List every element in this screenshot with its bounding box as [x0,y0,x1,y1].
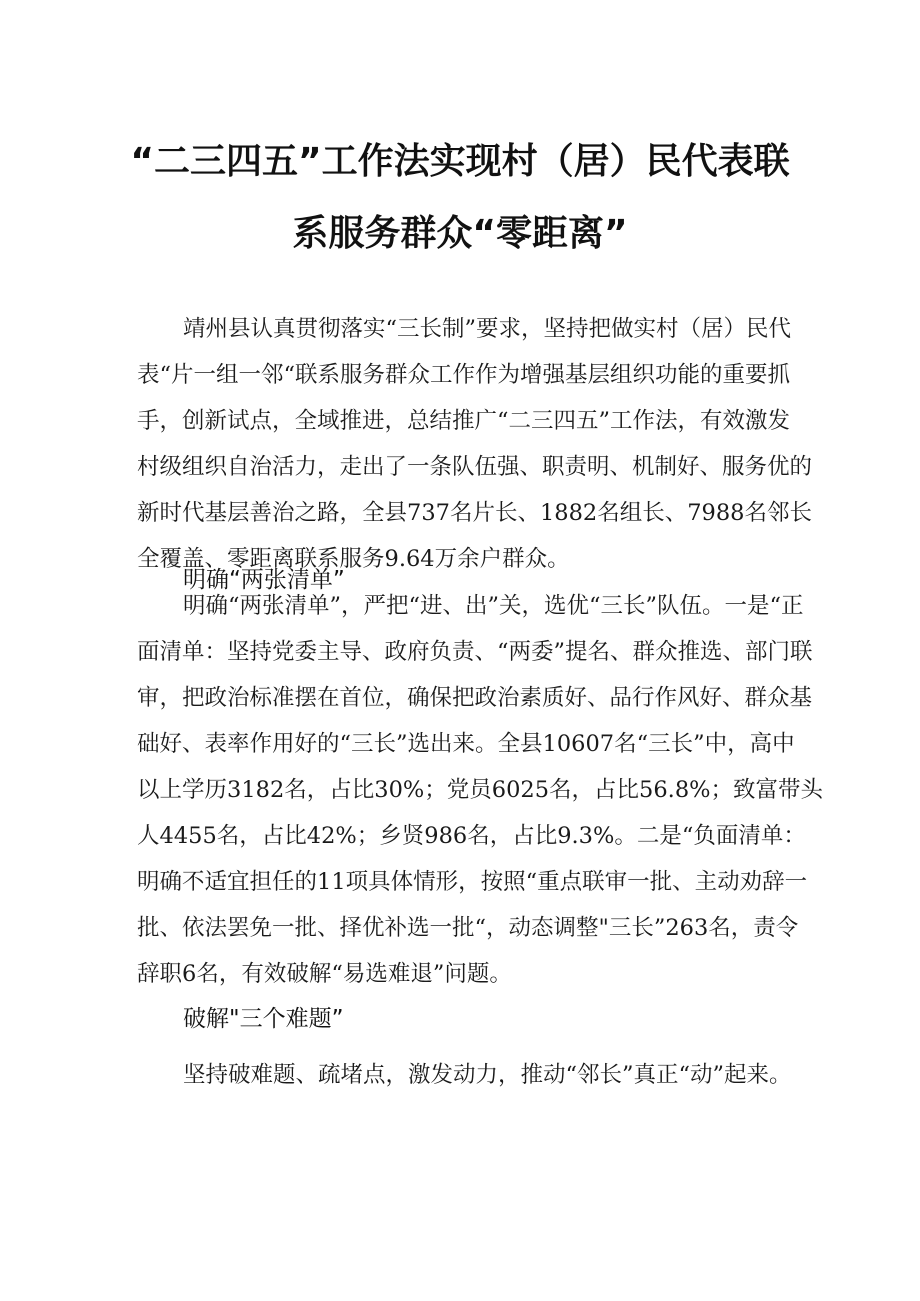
paragraph-line: 人4455名，占比42%；乡贤986名，占比9.3%。二是“负面清单： [137,823,806,849]
paragraph-line: 全覆盖、零距离联系服务9.64万余户群众。 [137,546,570,572]
paragraph-line: 手，创新试点，全域推进，总结推广“二三四五”工作法，有效激发 [137,408,791,434]
document-title-line-1: “二三四五”工作法实现村（居）民代表联 [130,141,790,182]
section-heading-three-problems: 破解"三个难题” [183,1006,344,1032]
section-2-paragraph [137,1052,797,1098]
section-1-paragraph [137,583,824,997]
paragraph-line: 批、依法罢免一批、择优补选一批“，动态调整"三长”263名，责令 [137,915,799,941]
document-title-line-2: 系服务群众“零距离” [292,213,628,254]
paragraph-line: 明确不适宜担任的11项具体情形，按照“重点联审一批、主动劝辞一 [137,869,808,895]
paragraph-line: 辞职6名，有效破解“易选难退”问题。 [137,961,512,987]
paragraph-line: 坚持破难题、疏堵点，激发动力，推动“邻长”真正“动”起来。 [183,1062,792,1088]
paragraph-line: 面清单：坚持党委主导、政府负责、“两委”提名、群众推选、部门联 [137,639,813,665]
section-heading-two-lists: 明确“两张清单” [183,567,345,593]
paragraph-line: 村级组织自治活力，走出了一条队伍强、职责明、机制好、服务优的 [137,454,813,480]
paragraph-line: 以上学历3182名，占比30%；党员6025名，占比56.8%；致富带头 [137,777,824,803]
paragraph-line: 新时代基层善治之路，全县737名片长、1882名组长、7988名邻长 [137,500,812,526]
paragraph-line: 靖州县认真贯彻落实“三长制”要求，坚持把做实村（居）民代 [183,316,792,342]
paragraph-line: 审，把政治标准摆在首位，确保把政治素质好、品行作风好、群众基 [137,685,813,711]
paragraph-line: 础好、表率作用好的“三长”选出来。全县10607名“三长”中，高中 [137,731,795,757]
intro-paragraph [137,306,813,582]
paragraph-line: 表“片一组一邻“联系服务群众工作作为增强基层组织功能的重要抓 [137,362,791,388]
paragraph-line: 明确“两张清单”，严把“进、出”关，选优“三长”队伍。一是“正 [183,593,804,619]
